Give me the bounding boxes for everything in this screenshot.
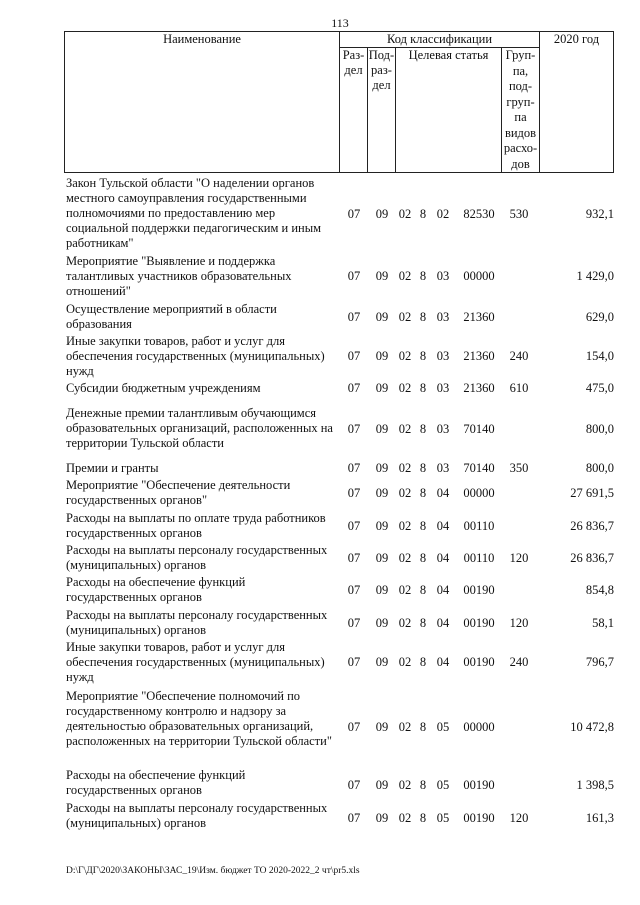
row-target-program: 02 <box>398 778 412 792</box>
row-razdel: 07 <box>347 655 361 669</box>
row-razdel: 07 <box>347 583 361 597</box>
row-target-subprogram: 8 <box>419 207 427 221</box>
row-name: Осуществление мероприятий в области образования <box>66 302 277 331</box>
row-target-subprogram: 8 <box>419 381 427 395</box>
row-target-event: 05 <box>436 811 450 825</box>
header-podrazdel: Под- раз- дел <box>368 48 396 173</box>
row-razdel: 07 <box>347 310 361 324</box>
row-target-subprogram: 8 <box>419 778 427 792</box>
row-name: Субсидии бюджетным учреждениям <box>66 381 261 395</box>
row-target-program: 02 <box>398 720 412 734</box>
row-target-program: 02 <box>398 381 412 395</box>
row-razdel: 07 <box>347 422 361 436</box>
header-name: Наименование <box>65 32 340 173</box>
row-podrazdel: 09 <box>375 720 389 734</box>
row-sum: 854,8 <box>585 583 614 597</box>
row-target-subprogram: 8 <box>419 720 427 734</box>
row-razdel: 07 <box>347 811 361 825</box>
row-razdel: 07 <box>347 269 361 283</box>
row-target-event: 02 <box>436 207 450 221</box>
row-razdel: 07 <box>347 551 361 565</box>
row-target-program: 02 <box>398 655 412 669</box>
row-target-event: 04 <box>436 519 450 533</box>
row-target-event: 03 <box>436 381 450 395</box>
row-name: Расходы на выплаты персоналу государственных (муниципальных) органов <box>66 801 328 830</box>
row-target-event: 03 <box>436 461 450 475</box>
row-podrazdel: 09 <box>375 269 389 283</box>
row-sum: 27 691,5 <box>570 486 614 500</box>
row-name: Премии и гранты <box>66 461 159 475</box>
row-razdel: 07 <box>347 381 361 395</box>
row-target-program: 02 <box>398 519 412 533</box>
row-target-program: 02 <box>398 551 412 565</box>
row-target-event: 04 <box>436 616 450 630</box>
row-target-program: 02 <box>398 583 412 597</box>
row-razdel: 07 <box>347 720 361 734</box>
row-razdel: 07 <box>347 349 361 363</box>
row-razdel: 07 <box>347 616 361 630</box>
row-target-direction: 21360 <box>463 349 495 363</box>
row-target-event: 03 <box>436 422 450 436</box>
row-target-direction: 00000 <box>463 720 495 734</box>
row-group: 530 <box>509 207 529 221</box>
row-sum: 26 836,7 <box>570 551 614 565</box>
row-podrazdel: 09 <box>375 583 389 597</box>
row-target-direction: 00190 <box>463 811 495 825</box>
row-name: Расходы на выплаты по оплате труда работников государственных органов <box>66 511 326 540</box>
row-sum: 796,7 <box>585 655 614 669</box>
row-podrazdel: 09 <box>375 778 389 792</box>
row-target-subprogram: 8 <box>419 551 427 565</box>
row-target-event: 05 <box>436 778 450 792</box>
row-podrazdel: 09 <box>375 811 389 825</box>
row-target-subprogram: 8 <box>419 583 427 597</box>
row-target-program: 02 <box>398 616 412 630</box>
row-target-event: 03 <box>436 310 450 324</box>
row-target-direction: 00000 <box>463 486 495 500</box>
row-target-subprogram: 8 <box>419 519 427 533</box>
row-name: Расходы на выплаты персоналу государственных (муниципальных) органов <box>66 543 328 572</box>
row-target-direction: 21360 <box>463 310 495 324</box>
row-target-direction: 00110 <box>463 551 495 565</box>
row-target-event: 04 <box>436 655 450 669</box>
row-target-subprogram: 8 <box>419 655 427 669</box>
row-name: Расходы на выплаты персоналу государственных (муниципальных) органов <box>66 608 328 637</box>
header-classification: Код классификации <box>340 32 540 48</box>
row-podrazdel: 09 <box>375 519 389 533</box>
row-podrazdel: 09 <box>375 381 389 395</box>
row-sum: 800,0 <box>585 422 614 436</box>
row-razdel: 07 <box>347 461 361 475</box>
row-sum: 1 398,5 <box>576 778 614 792</box>
row-group: 120 <box>509 551 529 565</box>
row-target-subprogram: 8 <box>419 486 427 500</box>
row-podrazdel: 09 <box>375 310 389 324</box>
row-sum: 932,1 <box>585 207 614 221</box>
row-target-subprogram: 8 <box>419 616 427 630</box>
row-sum: 800,0 <box>585 461 614 475</box>
row-target-event: 03 <box>436 269 450 283</box>
row-target-event: 03 <box>436 349 450 363</box>
row-sum: 154,0 <box>585 349 614 363</box>
row-target-program: 02 <box>398 310 412 324</box>
row-target-direction: 00190 <box>463 616 495 630</box>
row-target-program: 02 <box>398 461 412 475</box>
row-target-program: 02 <box>398 207 412 221</box>
row-podrazdel: 09 <box>375 616 389 630</box>
row-target-subprogram: 8 <box>419 811 427 825</box>
row-target-event: 05 <box>436 720 450 734</box>
row-razdel: 07 <box>347 778 361 792</box>
row-sum: 161,3 <box>585 811 614 825</box>
row-target-subprogram: 8 <box>419 269 427 283</box>
row-podrazdel: 09 <box>375 655 389 669</box>
row-podrazdel: 09 <box>375 207 389 221</box>
row-target-event: 04 <box>436 486 450 500</box>
table-header <box>64 31 614 173</box>
row-target-program: 02 <box>398 269 412 283</box>
row-target-subprogram: 8 <box>419 422 427 436</box>
row-target-event: 04 <box>436 551 450 565</box>
row-target-direction: 00110 <box>463 519 495 533</box>
row-sum: 26 836,7 <box>570 519 614 533</box>
row-target-subprogram: 8 <box>419 461 427 475</box>
row-name: Мероприятие "Выявление и поддержка талантливых участников образовательных отношений" <box>66 254 292 298</box>
header-year: 2020 год <box>540 32 614 173</box>
row-target-program: 02 <box>398 486 412 500</box>
row-group: 240 <box>509 655 529 669</box>
row-razdel: 07 <box>347 486 361 500</box>
page-number: 113 <box>331 16 349 30</box>
row-target-direction: 70140 <box>463 422 495 436</box>
row-target-direction: 00000 <box>463 269 495 283</box>
header-group: Груп- па, под- груп- па видов расхо- дов <box>502 48 540 173</box>
row-group: 610 <box>509 381 529 395</box>
row-sum: 1 429,0 <box>576 269 614 283</box>
row-name: Мероприятие "Обеспечение деятельности государственных органов" <box>66 478 291 507</box>
row-sum: 629,0 <box>585 310 614 324</box>
row-podrazdel: 09 <box>375 486 389 500</box>
row-target-direction: 70140 <box>463 461 495 475</box>
row-sum: 58,1 <box>592 616 614 630</box>
row-target-subprogram: 8 <box>419 310 427 324</box>
row-group: 120 <box>509 616 529 630</box>
row-name: Мероприятие "Обеспечение полномочий по государственному контролю и надзору за деятельностью образовательных организаций, расположенных на территории Тульской области" <box>66 689 332 748</box>
header-razdel: Раз- дел <box>340 48 368 173</box>
row-razdel: 07 <box>347 207 361 221</box>
header-target: Целевая статья <box>396 48 502 173</box>
row-target-event: 04 <box>436 583 450 597</box>
row-target-direction: 21360 <box>463 381 495 395</box>
row-target-subprogram: 8 <box>419 349 427 363</box>
row-podrazdel: 09 <box>375 461 389 475</box>
row-target-program: 02 <box>398 811 412 825</box>
row-razdel: 07 <box>347 519 361 533</box>
row-podrazdel: 09 <box>375 422 389 436</box>
row-podrazdel: 09 <box>375 551 389 565</box>
row-name: Расходы на обеспечение функций государственных органов <box>66 768 246 797</box>
row-group: 240 <box>509 349 529 363</box>
row-name: Закон Тульской области "О наделении органов местного самоуправления государственными полномочиями по предоставлению мер социальной поддержки педагогическим и иным работникам" <box>66 176 322 250</box>
row-target-direction: 00190 <box>463 778 495 792</box>
row-name: Иные закупки товаров, работ и услуг для обеспечения государственных (муниципальных) нужд <box>66 640 325 684</box>
row-name: Иные закупки товаров, работ и услуг для обеспечения государственных (муниципальных) нужд <box>66 334 325 378</box>
file-path-footer: D:\Г\ДГ\2020\ЗАКОНЫ\ЗАС_19\Изм. бюджет ТО 2020-2022_2 чт\pr5.xls <box>66 866 360 876</box>
row-group: 120 <box>509 811 529 825</box>
row-target-direction: 82530 <box>463 207 495 221</box>
row-sum: 10 472,8 <box>570 720 614 734</box>
row-target-program: 02 <box>398 349 412 363</box>
row-podrazdel: 09 <box>375 349 389 363</box>
row-target-direction: 00190 <box>463 655 495 669</box>
row-name: Расходы на обеспечение функций государственных органов <box>66 575 246 604</box>
row-group: 350 <box>509 461 529 475</box>
row-target-program: 02 <box>398 422 412 436</box>
row-name: Денежные премии талантливым обучающимся образовательных организаций, расположенных на территории Тульской области <box>66 406 333 450</box>
row-sum: 475,0 <box>585 381 614 395</box>
row-target-direction: 00190 <box>463 583 495 597</box>
